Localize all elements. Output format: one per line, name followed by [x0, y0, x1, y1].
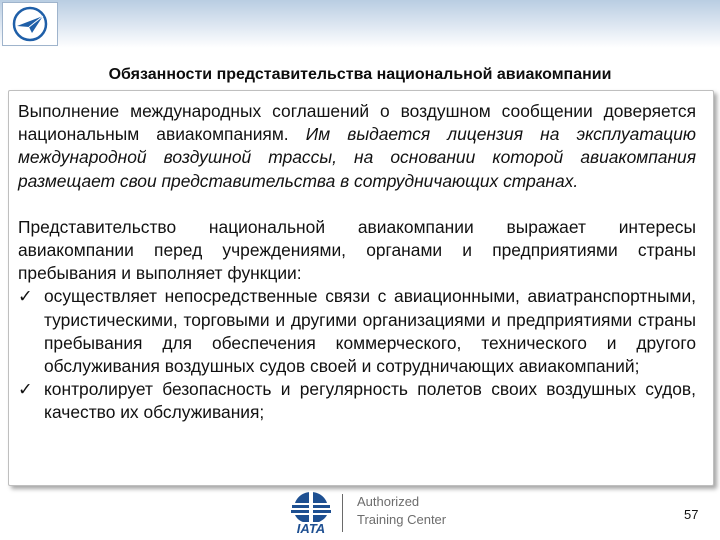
list-item-text: осуществляет непосредственные связи с авиационными, авиатранспортными, туристическими, торговыми и другими организациями и предприятиями страны пребывания для обеспечения коммерческого, технического и другого обслуживания воздушных судов своей и сотрудничающих авиакомпаний;	[44, 286, 696, 377]
checkmark-icon: ✓	[18, 286, 33, 307]
footer-authorized: Authorized	[357, 494, 420, 509]
iata-logo	[283, 488, 339, 539]
body-text	[18, 100, 696, 425]
footer-training-center: Training Center	[357, 512, 447, 527]
paragraph-2: Представительство национальной авиакомпании выражает интересы авиакомпании перед учреждениями, органами и предприятиями страны пребывания и выполняет функции:	[18, 216, 696, 284]
list-item	[18, 285, 696, 378]
footer-divider	[342, 494, 343, 532]
page-title: Обязанности представительства национальной авиакомпании	[108, 66, 612, 83]
list-item-text: контролирует безопасность и регулярность полетов своих воздушных судов, качество их обслуживания;	[44, 379, 696, 423]
paper-plane-circle-icon	[3, 3, 57, 45]
page-number: 57	[684, 507, 699, 522]
iata-globe-icon	[283, 488, 339, 534]
header-band	[0, 0, 720, 48]
paragraph-1-normal: Выполнение международных соглашений о воздушном сообщении доверяется национальным авиакомпаниям.	[18, 101, 696, 145]
list-item	[18, 378, 696, 424]
paragraph-1	[18, 100, 696, 193]
paragraph-1-italic: Им выдается лицензия на эксплуатацию международной воздушной трассы, на основании которой авиакомпания размещает свои представительства в сотрудничающих странах.	[18, 124, 696, 191]
iata-logo-text: IATA	[296, 521, 326, 534]
company-logo	[2, 2, 58, 46]
checkmark-icon: ✓	[18, 379, 33, 400]
